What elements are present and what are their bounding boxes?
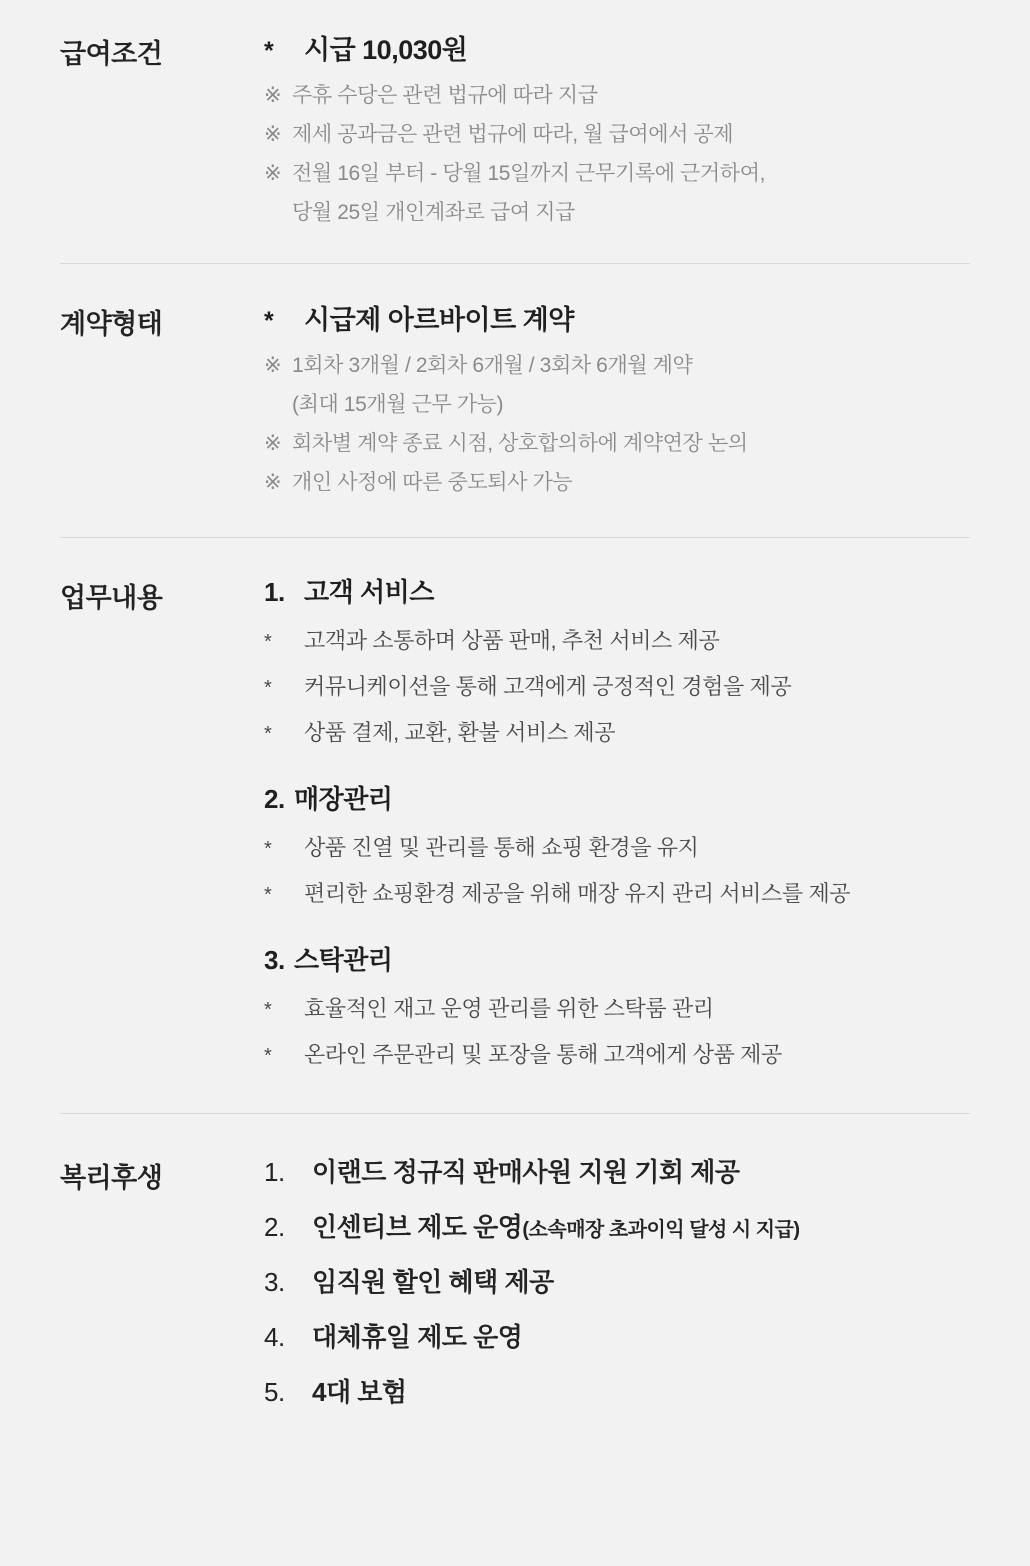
contract-note-text: 개인 사정에 따른 중도퇴사 가능 (292, 471, 573, 494)
pay-headline-row (264, 28, 970, 67)
task-group-title: 고객 서비스 (304, 577, 434, 607)
contract-note-text: 회차별 계약 종료 시점, 상호합의하에 계약연장 논의 (292, 432, 748, 455)
asterisk-marker-icon: * (264, 838, 272, 860)
benefit-item (264, 1262, 970, 1299)
pay-headline: 시급 10,030원 (304, 35, 468, 65)
section-content-tasks (260, 572, 970, 1069)
section-label-benefits: 복리후생 (60, 1163, 163, 1193)
benefit-item (264, 1207, 970, 1244)
benefit-text: 4대 보험 (312, 1377, 407, 1407)
asterisk-marker-icon: * (264, 999, 272, 1021)
section-content-pay (260, 28, 970, 223)
task-item (264, 670, 970, 701)
contract-note-continued (264, 394, 970, 415)
pay-note-text: 당월 25일 개인계좌로 급여 지급 (292, 201, 575, 224)
benefit-text: 인센티브 제도 운영 (312, 1212, 523, 1242)
asterisk-marker-icon: * (264, 631, 272, 653)
asterisk-marker-icon: * (264, 307, 274, 335)
benefit-item (264, 1372, 970, 1409)
task-group-heading (264, 779, 970, 816)
pay-note-continued (264, 202, 970, 223)
benefit-text: 임직원 할인 혜택 제공 (312, 1267, 554, 1297)
task-group-number: 3. (264, 945, 285, 975)
asterisk-marker-icon: * (264, 723, 272, 745)
reference-mark-icon: ※ (264, 354, 282, 377)
pay-note-text: 주휴 수당은 관련 법규에 따라 지급 (292, 84, 598, 107)
benefit-number: 2. (264, 1212, 285, 1242)
task-item (264, 1038, 970, 1069)
reference-mark-icon: ※ (264, 471, 282, 494)
task-item (264, 831, 970, 862)
task-item (264, 624, 970, 655)
pay-note (264, 124, 970, 145)
section-label-tasks: 업무내용 (60, 583, 163, 613)
pay-note (264, 85, 970, 106)
task-group (264, 940, 970, 1069)
benefit-number: 3. (264, 1267, 285, 1297)
task-item-text: 효율적인 재고 운영 관리를 위한 스탁룸 관리 (304, 996, 714, 1021)
contract-note-text: 1회차 3개월 / 2회차 6개월 / 3회차 6개월 계약 (292, 354, 693, 377)
task-group-heading (264, 572, 970, 609)
task-item-text: 고객과 소통하며 상품 판매, 추천 서비스 제공 (304, 628, 720, 653)
reference-mark-icon: ※ (264, 123, 282, 146)
task-item-text: 편리한 쇼핑환경 제공을 위해 매장 유지 관리 서비스를 제공 (304, 881, 851, 906)
contract-note (264, 355, 970, 376)
benefit-item (264, 1152, 970, 1189)
reference-mark-icon: ※ (264, 84, 282, 107)
task-item (264, 716, 970, 747)
asterisk-marker-icon: * (264, 1045, 272, 1067)
section-content-contract (260, 298, 970, 493)
asterisk-marker-icon: * (264, 884, 272, 906)
task-item-text: 상품 결제, 교환, 환불 서비스 제공 (304, 720, 616, 745)
task-group-heading (264, 940, 970, 977)
task-group (264, 779, 970, 908)
task-group-title: 스탁관리 (294, 945, 393, 975)
asterisk-marker-icon: * (264, 677, 272, 699)
task-group (264, 572, 970, 747)
task-item-text: 커뮤니케이션을 통해 고객에게 긍정적인 경험을 제공 (304, 674, 792, 699)
pay-note-text: 제세 공과금은 관련 법규에 따라, 월 급여에서 공제 (292, 123, 734, 146)
benefit-number: 4. (264, 1322, 285, 1352)
asterisk-marker-icon: * (264, 37, 274, 65)
contract-headline-row (264, 298, 970, 337)
benefit-subtext: (소속매장 초과이익 달성 시 지급) (522, 1219, 800, 1241)
section-label-contract: 계약형태 (60, 309, 163, 339)
reference-mark-icon: ※ (264, 432, 282, 455)
benefit-item (264, 1317, 970, 1354)
contract-note-text: (최대 15개월 근무 가능) (292, 393, 504, 416)
task-item (264, 877, 970, 908)
task-item-text: 상품 진열 및 관리를 통해 쇼핑 환경을 유지 (304, 835, 699, 860)
reference-mark-icon: ※ (264, 162, 282, 185)
task-group-title: 매장관리 (294, 784, 393, 814)
section-benefits (60, 1114, 970, 1427)
task-item-text: 온라인 주문관리 및 포장을 통해 고객에게 상품 제공 (304, 1042, 782, 1067)
section-label-pay: 급여조건 (60, 39, 163, 69)
pay-note (264, 163, 970, 184)
contract-note (264, 472, 970, 493)
pay-note-text: 전월 16일 부터 - 당월 15일까지 근무기록에 근거하여, (292, 162, 766, 185)
task-group-number: 1. (264, 577, 285, 607)
benefit-text: 이랜드 정규직 판매사원 지원 기회 제공 (312, 1157, 740, 1187)
benefit-number: 5. (264, 1377, 285, 1407)
section-tasks (60, 538, 970, 1069)
task-item (264, 992, 970, 1023)
benefit-text: 대체휴일 제도 운영 (312, 1322, 523, 1352)
contract-note (264, 433, 970, 454)
contract-headline: 시급제 아르바이트 계약 (304, 305, 574, 335)
section-pay (60, 0, 970, 223)
benefit-number: 1. (264, 1157, 285, 1187)
task-group-number: 2. (264, 784, 285, 814)
section-content-benefits (260, 1152, 970, 1427)
section-contract (60, 264, 970, 493)
